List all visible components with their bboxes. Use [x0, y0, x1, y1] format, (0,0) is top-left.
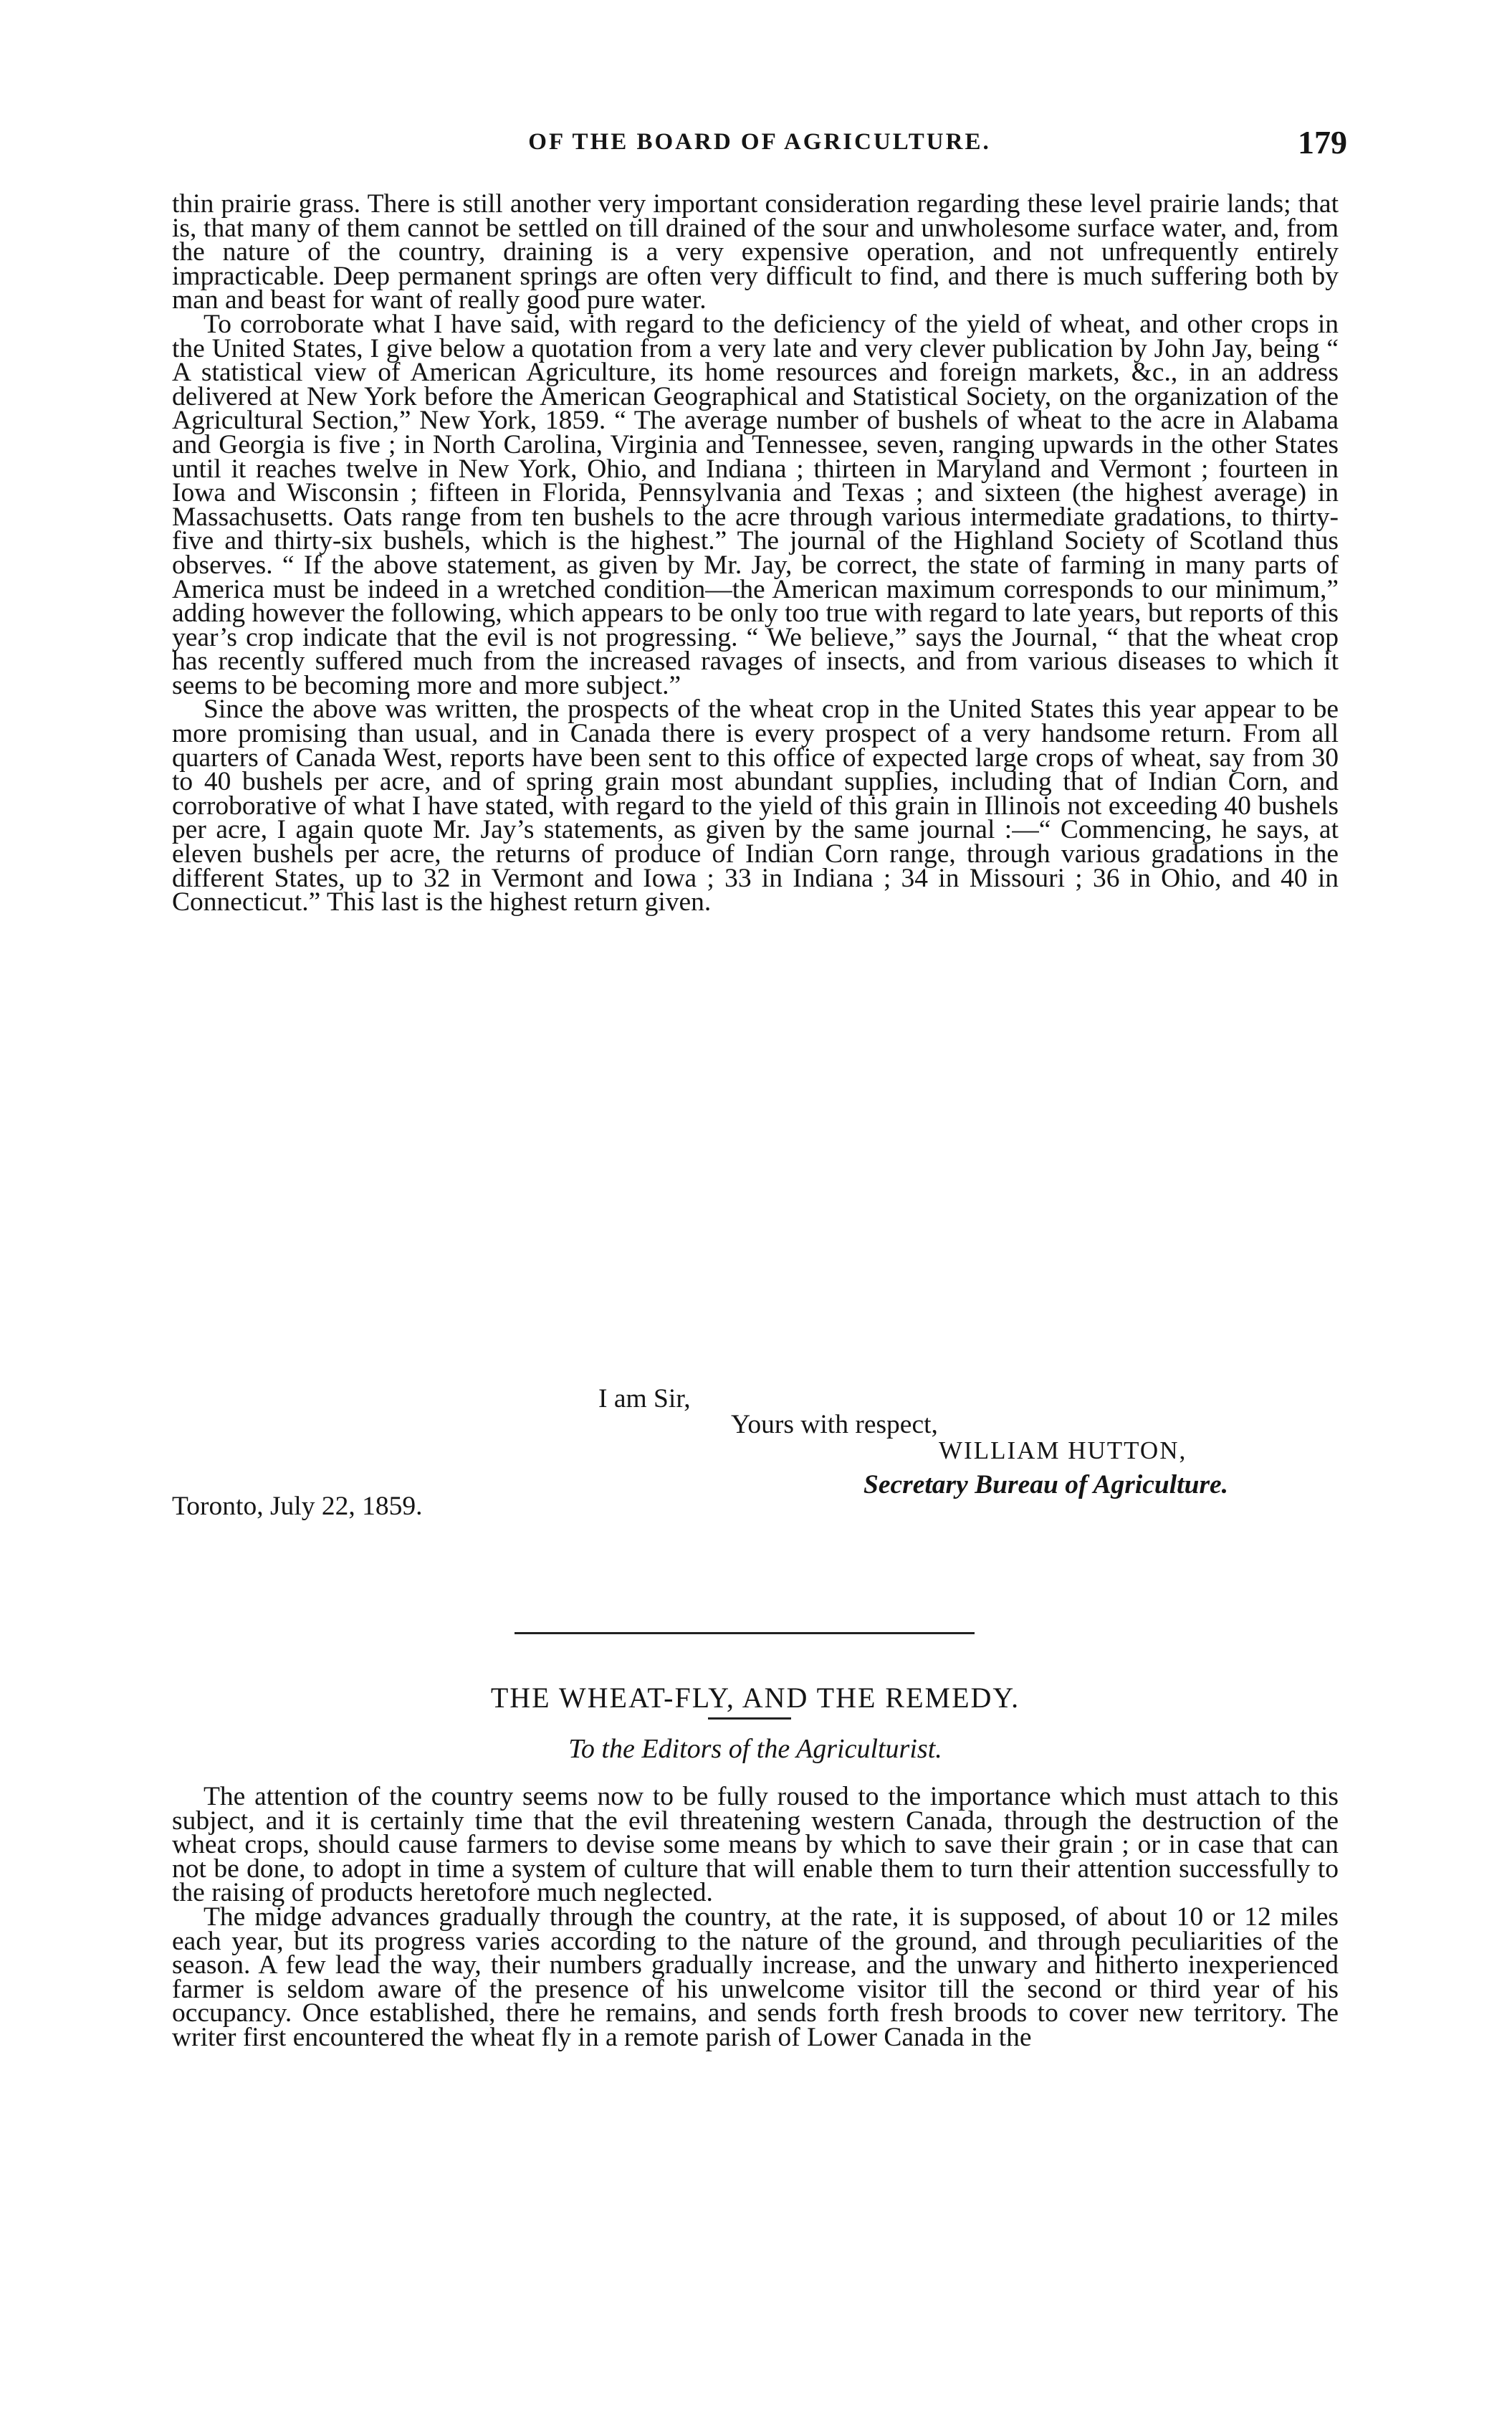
signer-name: WILLIAM HUTTON, [939, 1436, 1187, 1464]
dateline: Toronto, July 22, 1859. [172, 1492, 423, 1521]
headline-rule [708, 1717, 791, 1720]
signer-title: Secretary Bureau of Agriculture. [863, 1470, 1229, 1499]
paragraph: To corroborate what I have said, with regard to the deficiency of the yield of wheat, and other crops in the United States, I give below a quotation from a very late and very clever publication by John Jay, being “ A statistical view of American Agriculture, its home resources and foreign markets, &c., in an address delivered at New York before the American Geographical and Statistical Society, on the organization of the Agricultural Section,” New York, 1859. “ The average number of bushels of wheat to the acre in Alabama and Georgia is five ; in North Carolina, Virginia and Tennessee, seven, ranging upwards in the other States until it reaches twelve in New York, Ohio, and Indiana ; thirteen in Maryland and Vermont ; fourteen in Iowa and Wisconsin ; fifteen in Florida, Pennsylvania and Texas ; and sixteen (the highest average) in Massachusetts. Oats range from ten bushels to the acre through various intermediate gradations, to thirty-five and thirty-six bushels, which is the highest.” The journal of the Highland Society of Scotland thus observes. “ If the above statement, as given by Mr. Jay, be correct, the state of farming in many parts of America must be indeed in a wretched condition—the American maximum corresponds to our minimum,” adding however the following, which appears to be only too true with regard to late years, but reports of this year’s crop indicate that the evil is not progressing. “ We believe,” says the Journal, “ that the wheat crop has recently suffered much from the increased ravages of insects, and from various diseases to which it seems to be becoming more and more subject.” [172, 309, 1339, 700]
paragraph: Since the above was written, the prospects of the wheat crop in the United States this year appear to be more promising than usual, and in Canada there is every prospect of a very handsome return. From all quarters of Canada West, reports have been sent to this office of expected large crops of wheat, say from 30 to 40 bushels per acre, and of spring grain most abundant supplies, including that of Indian Corn, and corroborative of what I have stated, with regard to the yield of this grain in Illinois not exceeding 40 bushels per acre, I again quote Mr. Jay’s statements, as given by the same journal :—“ Commencing, he says, at eleven bushels per acre, the returns of produce of Indian Corn range, through various gradations in the different States, up to 32 in Vermont and Iowa ; 33 in Indiana ; 34 in Missouri ; 36 in Ohio, and 40 in Connecticut.” This last is the highest return given. [172, 695, 1339, 917]
page-number: 179 [1298, 124, 1347, 161]
section-divider [515, 1632, 975, 1634]
valediction: Yours with respect, [731, 1410, 938, 1439]
running-head [172, 123, 1347, 166]
article-headline: THE WHEAT-FLY, AND THE REMEDY. [490, 1682, 1020, 1714]
article-subheading: To the Editors of the Agriculturist. [568, 1734, 942, 1764]
paragraph: The attention of the country seems now to be fully roused to the importance which must attach to this subject, and it is certainly time that the evil threatening western Canada, through the destruction of the wheat crops, should cause farmers to devise some means by which to save their grain ; or in case that can not be done, to adopt in time a system of culture that will enable them to turn their attention successfully to the raising of products heretofore much neglected. [172, 1782, 1339, 1908]
paragraph: thin prairie grass. There is still another very important consideration regarding these level prairie lands; that is, that many of them cannot be settled on till drained of the sour and unwholesome surface water, and, from the nature of the country, draining is a very expensive operation, and not unfrequently entirely impracticable. Deep permanent springs are often very difficult to find, and there is much suffering both by man and beast for want of really good pure water. [172, 189, 1339, 315]
closing: I am Sir, [598, 1384, 691, 1413]
paragraph: The midge advances gradually through the country, at the rate, it is supposed, of about 10 or 12 miles each year, but its progress varies according to the nature of the ground, and through peculiarities of the season. A few lead the way, their numbers gradually increase, and the unwary and hitherto inexperienced farmer is seldom aware of the presence of his unwelcome visitor till the second or third year of his occupancy. Once established, there he remains, and sends forth fresh broods to cover new territory. The writer first encountered the wheat fly in a remote parish of Lower Canada in the [172, 1902, 1339, 2052]
running-title: OF THE BOARD OF AGRICULTURE. [528, 129, 991, 155]
article-body-bureau-letter [172, 189, 1339, 917]
article-body-wheat-fly [172, 1782, 1339, 2052]
